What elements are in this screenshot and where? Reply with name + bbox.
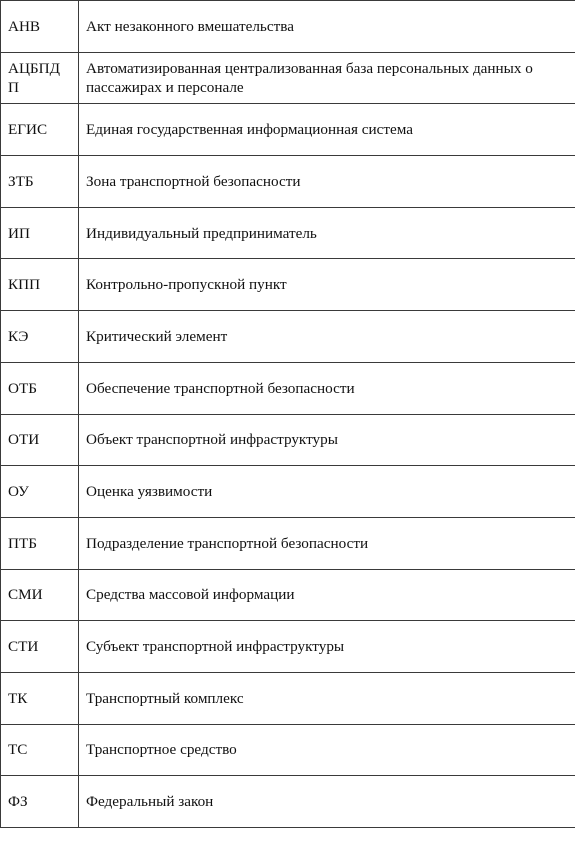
definition-cell: Субъект транспортной инфраструктуры (79, 621, 575, 673)
table-row (1, 362, 575, 414)
definition-cell: Транспортное средство (79, 724, 575, 776)
definition-cell: Акт незаконного вмешательства (79, 1, 575, 53)
abbreviation-cell: ОУ (1, 466, 79, 518)
table-row (1, 52, 575, 104)
abbreviation-cell: ЗТБ (1, 156, 79, 208)
definition-cell: Федеральный закон (79, 776, 575, 828)
abbreviation-cell: СМИ (1, 569, 79, 621)
abbreviation-cell: ФЗ (1, 776, 79, 828)
abbreviations-table-body (1, 1, 575, 828)
abbreviation-cell: ТК (1, 672, 79, 724)
definition-cell: Объект транспортной инфраструктуры (79, 414, 575, 466)
definition-cell: Оценка уязвимости (79, 466, 575, 518)
table-row (1, 776, 575, 828)
table-row (1, 569, 575, 621)
table-row (1, 621, 575, 673)
abbreviation-cell: СТИ (1, 621, 79, 673)
table-row (1, 311, 575, 363)
table-row (1, 156, 575, 208)
table-row (1, 207, 575, 259)
abbreviation-cell: ОТБ (1, 362, 79, 414)
abbreviation-cell: КЭ (1, 311, 79, 363)
table-row (1, 104, 575, 156)
abbreviation-cell: ПТБ (1, 517, 79, 569)
table-row (1, 517, 575, 569)
table-row (1, 414, 575, 466)
table-row (1, 1, 575, 53)
abbreviation-cell: АЦБПД П (1, 52, 79, 104)
definition-cell: Индивидуальный предприниматель (79, 207, 575, 259)
definition-cell: Транспортный комплекс (79, 672, 575, 724)
table-row (1, 259, 575, 311)
abbreviation-cell: ИП (1, 207, 79, 259)
table-row (1, 466, 575, 518)
definition-cell: Критический элемент (79, 311, 575, 363)
abbreviation-cell: ТС (1, 724, 79, 776)
table-row (1, 724, 575, 776)
table-row (1, 672, 575, 724)
definition-cell: Обеспечение транспортной безопасности (79, 362, 575, 414)
definition-cell: Автоматизированная централизованная база персональных данных о пассажирах и персонале (79, 52, 575, 104)
definition-cell: Подразделение транспортной безопасности (79, 517, 575, 569)
definition-cell: Зона транспортной безопасности (79, 156, 575, 208)
abbreviation-cell: ОТИ (1, 414, 79, 466)
definition-cell: Контрольно-пропускной пункт (79, 259, 575, 311)
abbreviation-cell: ЕГИС (1, 104, 79, 156)
abbreviation-cell: АНВ (1, 1, 79, 53)
definition-cell: Единая государственная информационная система (79, 104, 575, 156)
abbreviation-cell: КПП (1, 259, 79, 311)
definition-cell: Средства массовой информации (79, 569, 575, 621)
